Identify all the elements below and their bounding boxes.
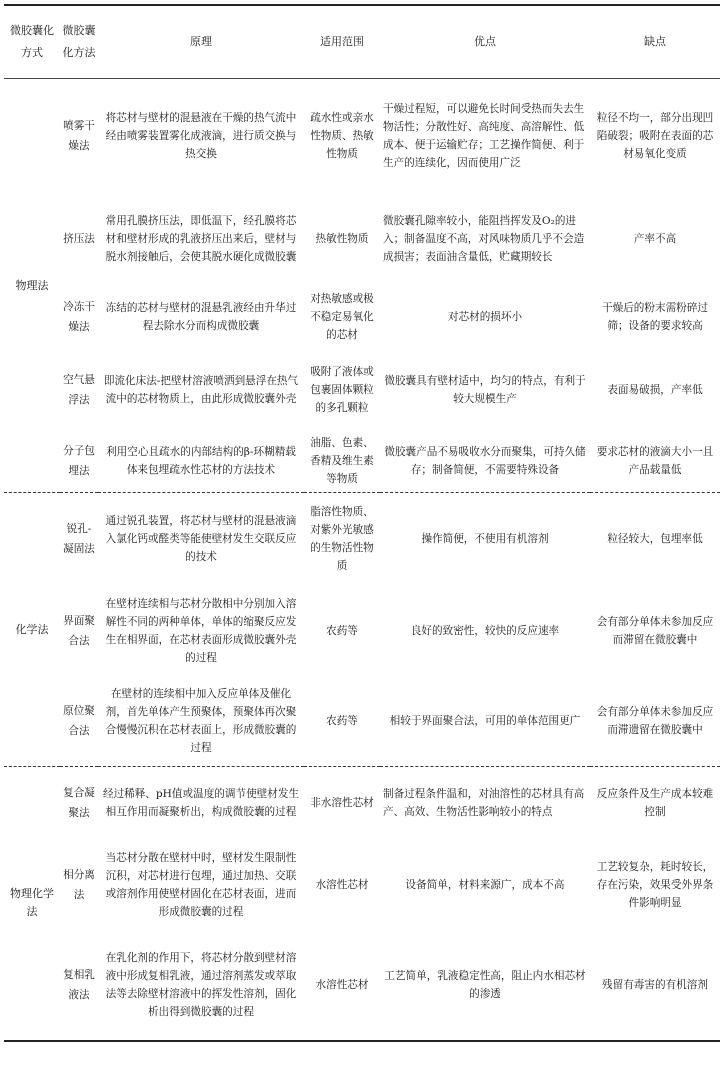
scope-cell: 吸附了液体或包裹固体颗粒的多孔颗粒: [310, 365, 374, 414]
method-cell: 喷雾干燥法: [63, 120, 95, 153]
scope-cell: 对热敏感或极不稳定易氧化的芯材: [310, 292, 374, 341]
advantages-cell: 相较于界面聚合法，可用的单体范围更广: [389, 715, 581, 728]
disadvantages-cell: 会有部分单体未参加反应而滞留在微胶囊中: [596, 615, 714, 646]
advantages-cell: 工艺简单，乳液稳定性高，阻止内水相芯材的渗透: [384, 970, 586, 1000]
scope-cell: 热敏性物质: [315, 232, 369, 245]
disadvantages-cell: 粒径较大，包埋率低: [607, 532, 703, 545]
disadvantages-cell: 粒径不均一，部分出现凹陷破裂；吸附在表面的芯材易氧化变质: [596, 112, 714, 161]
header-classification: 微胶囊化方式: [10, 24, 54, 59]
table-row: [4, 839, 720, 931]
advantages-cell: 设备简单，材料来源广，成本不高: [405, 878, 565, 891]
principle-cell: 常用孔膜挤压法，即低温下，经孔膜将芯材和壁材形成的乳液挤压出来后，壁材与脱水剂接触后，会使其脱水硬化成微胶囊: [105, 214, 297, 263]
scope-cell: 非水溶性芯材: [310, 796, 374, 809]
advantages-cell: 制备过程条件温和，对油溶性的芯材具有高产、高效、生物活性影响较小的特点: [383, 787, 585, 818]
advantages-cell: 微胶囊孔隙率较小，能阻挡挥发及O₂的进入；制备温度不高，对风味物质几乎不会造成损害；表面油含量低，贮藏期较长: [383, 214, 585, 263]
scope-cell: 农药等: [326, 715, 358, 728]
principle-cell: 即流化床法-把壁材溶液喷洒到悬浮在热气流中的芯材物质上，由此形成微胶囊外壳: [103, 374, 299, 405]
advantages-cell: 微胶囊产品不易吸收水分而聚集，可持久储存；制备简便，不需要特殊设备: [384, 445, 586, 476]
header-advantages: 优点: [474, 35, 496, 48]
principle-cell: 冻结的芯材与壁材的混悬乳液经由升华过程去除水分而构成微胶囊: [105, 301, 297, 332]
disadvantages-cell: 要求芯材的液滴大小一且产品载量低: [596, 445, 714, 476]
header-scope: 适用范围: [320, 35, 364, 48]
scope-cell: 脂溶性物质、对紫外光敏感的生物活性物质: [310, 505, 374, 572]
advantages-cell: 良好的致密性，较快的反应速率: [410, 624, 560, 637]
table-row: [4, 585, 720, 677]
principle-cell: 利用空心且疏水的内部结构的β-环糊精载体来包埋疏水性芯材的方法技术: [106, 445, 296, 476]
table-row: [4, 677, 720, 767]
principle-cell: 将芯材与壁材的混悬液在干燥的热气流中经由喷雾装置雾化成液滴，进行质交换与热交换: [105, 112, 297, 161]
scope-cell: 疏水性或亲水性物质、热敏性物质: [310, 112, 374, 161]
disadvantages-cell: 残留有毒害的有机溶剂: [602, 979, 708, 991]
table-row: [4, 931, 720, 1041]
principle-cell: 在乳化剂的作用下，将芯材分散到壁材溶液中形成复相乳液，通过溶剂蒸发或萃取法等去除壁材溶液中的挥发性溶剂，固化析出得到微胶囊的过程: [105, 952, 297, 1018]
disadvantages-cell: 反应条件及生产成本较难控制: [596, 787, 714, 818]
disadvantages-cell: 产率不高: [633, 232, 677, 245]
scope-cell: 水溶性芯材: [315, 979, 369, 991]
principle-cell: 当芯材分散在壁材中时，壁材发生限制性沉积，对芯材进行包埋，通过加热、交联或溶剂作用使壁材固化在芯材表面，进而形成微胶囊的过程: [105, 851, 297, 918]
category-physicochemical: 物理化学法: [10, 887, 54, 919]
table-row: [4, 430, 720, 493]
advantages-cell: 干燥过程短，可以避免长时间受热而失去生物活性；分散性好、高纯度、高溶解性、低成本、便于运输贮存；工艺操作简便、利于生产的连续化，因而使用广泛: [383, 103, 585, 170]
method-cell: 锐孔-凝固法: [63, 522, 95, 555]
scope-cell: 油脂、色素、香精及维生素等物质: [310, 436, 374, 485]
disadvantages-cell: 会有部分单体未参加反应而滞遗留在微胶囊中: [596, 706, 714, 737]
category-chemical: 化学法: [15, 622, 49, 636]
method-cell: 相分离法: [63, 868, 95, 901]
principle-cell: 在壁材的连续相中加入反应单体及催化剂，首先单体产生预聚体，预聚体再次聚合慢慢沉积在芯材表面上，形成微胶囊的过程: [105, 688, 297, 755]
category-physical: 物理法: [15, 278, 49, 292]
microencapsulation-table: [4, 4, 720, 1042]
principle-cell: 在壁材连续相与芯材分散相中分别加入溶解性不同的两种单体，单体的缩聚反应发生在相界面，在芯材表面形成微胶囊外壳的过程: [105, 597, 297, 664]
table-row: [4, 79, 720, 194]
disadvantages-cell: 表面易破损，产率低: [607, 383, 703, 396]
disadvantages-cell: 工艺较复杂，耗时较长，存在污染，效果受外界条件影响明显: [596, 860, 714, 909]
table-row: [4, 194, 720, 284]
method-cell: 分子包埋法: [63, 444, 95, 477]
principle-cell: 经过稀释、pH值或温度的调节使壁材发生相互作用而凝聚析出，构成微胶囊的过程: [102, 787, 300, 818]
method-cell: 挤压法: [63, 232, 95, 245]
header-disadvantages: 缺点: [644, 35, 666, 48]
scope-cell: 水溶性芯材: [315, 878, 369, 891]
method-cell: 空气悬浮法: [63, 373, 95, 406]
method-cell: 原位聚合法: [63, 705, 95, 738]
header-principle: 原理: [190, 35, 212, 48]
scope-cell: 农药等: [326, 624, 358, 637]
table-container: [4, 4, 720, 1042]
table-row: [4, 284, 720, 350]
principle-cell: 通过锐孔装置，将芯材与壁材的混悬液滴入氯化钙或醛类等能使壁材发生交联反应的技术: [105, 514, 297, 563]
disadvantages-cell: 干燥后的粉末需粉碎过筛；设备的要求较高: [602, 301, 708, 332]
method-cell: 界面聚合法: [63, 614, 95, 647]
header-row: [4, 5, 720, 79]
advantages-cell: 对芯材的损坏小: [447, 310, 523, 323]
table-row: [4, 350, 720, 430]
table-row: [4, 767, 720, 839]
method-cell: 复相乳液法: [63, 969, 95, 1001]
advantages-cell: 操作简便，不使用有机溶剂: [421, 532, 549, 545]
method-cell: 冷冻干燥法: [63, 300, 95, 333]
advantages-cell: 微胶囊具有壁材适中，均匀的特点，有利于较大规模生产: [384, 374, 586, 405]
header-method: 微胶囊化方法: [62, 24, 96, 59]
method-cell: 复合凝聚法: [63, 786, 95, 819]
table-row: [4, 493, 720, 585]
